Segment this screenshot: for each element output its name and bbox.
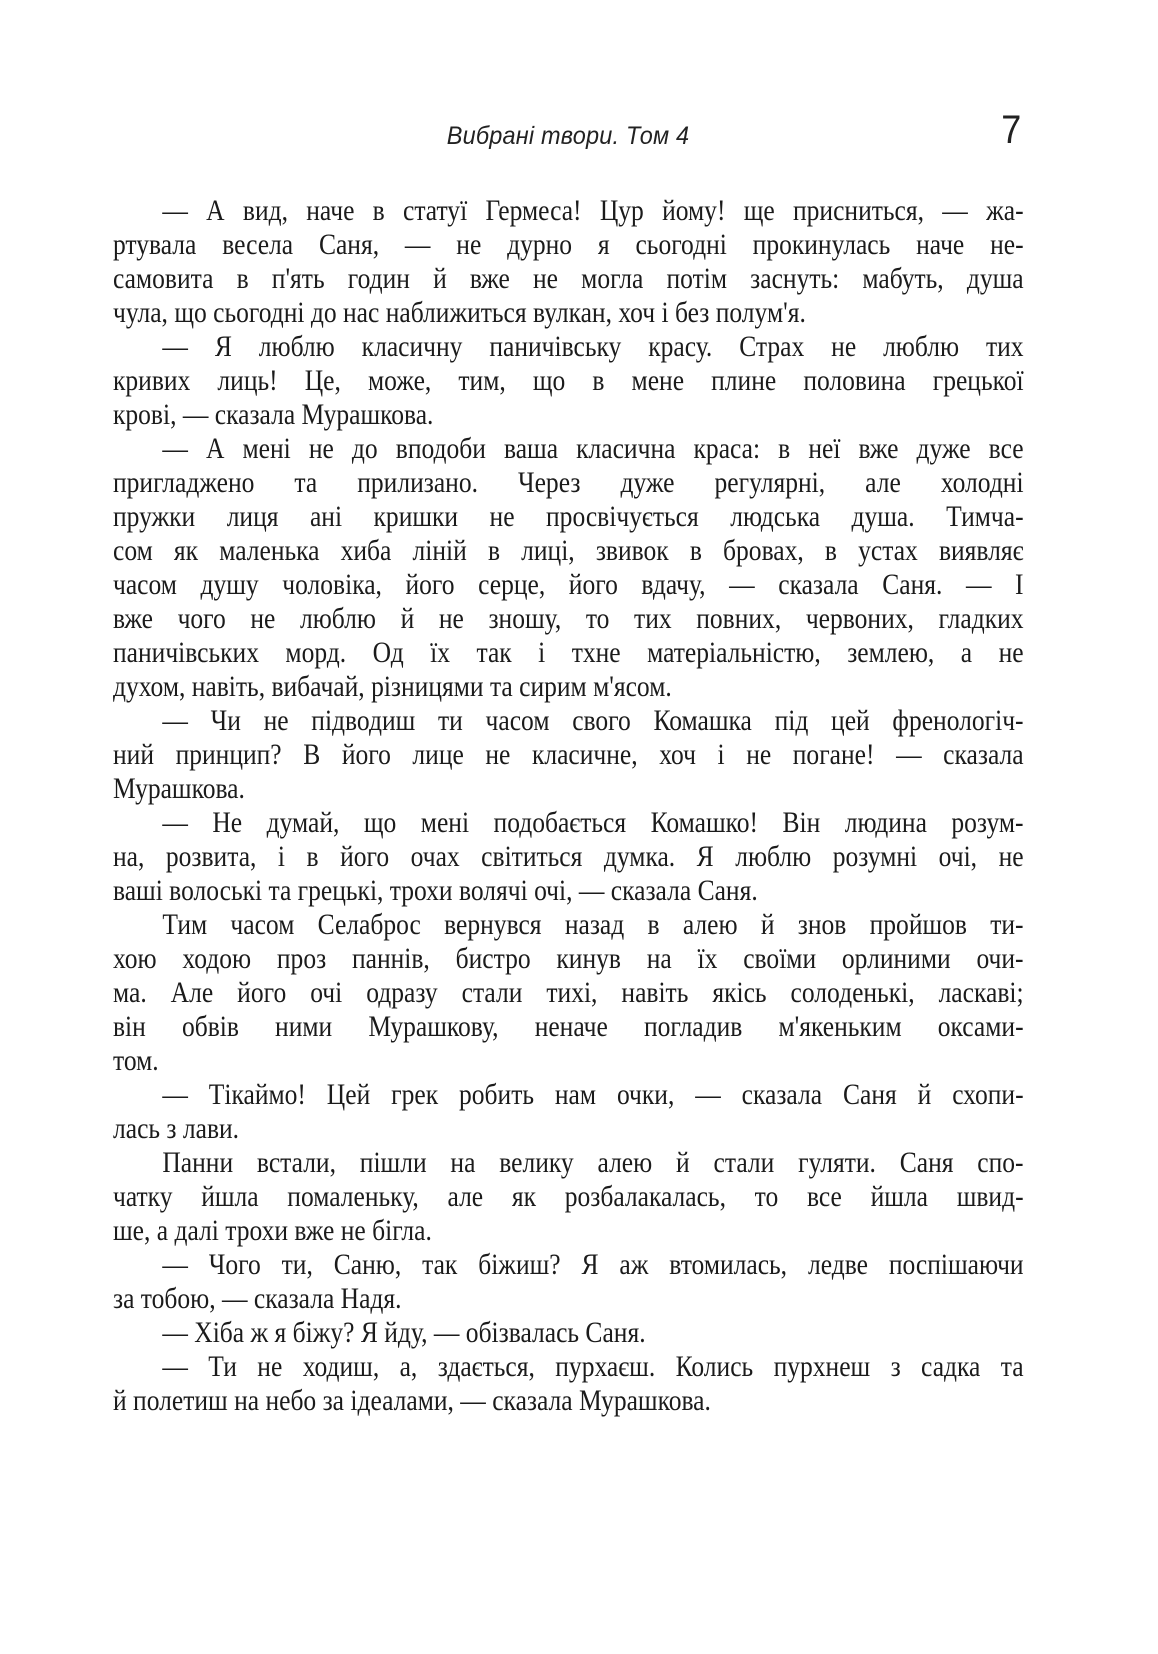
- text-line: кривих лиць! Це, може, тим, що в мене плине половина грецької: [113, 364, 1024, 397]
- text-line: — Чого ти, Саню, так біжиш? Я аж втомилась, ледве поспішаючи: [162, 1248, 1024, 1281]
- text-line: — Не думай, що мені подобається Комашко! Він людина розум-: [162, 806, 1024, 839]
- text-line: том.: [113, 1044, 159, 1077]
- text-line: ний принцип? В його лице не класичне, хоч і не погане! — сказала: [113, 738, 1024, 771]
- text-line: сом як маленька хиба ліній в лиці, звивок в бровах, в устах виявляє: [113, 534, 1024, 567]
- paragraph: [113, 1248, 1024, 1316]
- paragraph: [113, 908, 1024, 1078]
- paragraph: [113, 194, 1024, 330]
- text-line: духом, навіть, вибачай, різницями та сирим м'ясом.: [113, 670, 672, 703]
- text-line: пружки лиця ані кришки не просвічується людська душа. Тимча-: [113, 500, 1024, 533]
- text-line: паничівських морд. Од їх так і тхне матеріальністю, землею, а не: [113, 636, 1024, 669]
- paragraph: [113, 806, 1024, 908]
- paragraph: [113, 1350, 1024, 1418]
- paragraph: [113, 1316, 1024, 1350]
- text-line: чатку йшла помаленьку, але як розбалакалась, то все йшла швид-: [113, 1180, 1024, 1213]
- text-line: ше, а далі трохи вже не бігла.: [113, 1214, 432, 1247]
- paragraph: [113, 1078, 1024, 1146]
- text-line: ма. Але його очі одразу стали тихі, навіть якісь солоденькі, ласкаві;: [113, 976, 1024, 1009]
- text-line: Мурашкова.: [113, 772, 245, 805]
- text-block: [113, 194, 1024, 1418]
- paragraph: [113, 1146, 1024, 1248]
- paragraph: [113, 330, 1024, 432]
- text-line: — А мені не до вподоби ваша класична краса: в неї вже дуже все: [162, 432, 1024, 465]
- text-line: — Тікаймо! Цей грек робить нам очки, — сказала Саня й схопи-: [162, 1078, 1024, 1111]
- text-line: пригладжено та прилизано. Через дуже регулярні, але холодні: [113, 466, 1024, 499]
- paragraph: [113, 432, 1024, 704]
- text-line: — Я люблю класичну паничівську красу. Страх не люблю тих: [162, 330, 1024, 363]
- text-line: — Хіба ж я біжу? Я йду, — обізвалась Саня.: [162, 1316, 646, 1349]
- page-header: [113, 108, 1023, 160]
- text-line: — Ти не ходиш, а, здається, пурхаєш. Колись пурхнеш з садка та: [162, 1350, 1024, 1383]
- running-title: Вибрані твори. Том 4: [446, 122, 690, 150]
- text-line: й полетиш на небо за ідеалами, — сказала Мурашкова.: [113, 1384, 711, 1417]
- text-line: — Чи не підводиш ти часом свого Комашка під цей френологіч-: [162, 704, 1024, 737]
- text-line: чула, що сьогодні до нас наближиться вулкан, хоч і без полум'я.: [113, 296, 806, 329]
- text-line: він обвів ними Мурашкову, неначе погладив м'якеньким оксами-: [113, 1010, 1024, 1043]
- text-line: вже чого не люблю й не зношу, то тих повних, червоних, гладких: [113, 602, 1024, 635]
- text-line: — А вид, наче в статуї Гермеса! Цур йому! ще присниться, — жа-: [162, 194, 1024, 227]
- text-line: Тим часом Селаброс вернувся назад в алею й знов пройшов ти-: [162, 908, 1024, 941]
- text-line: лась з лави.: [113, 1112, 240, 1145]
- page-number: 7: [1000, 108, 1021, 152]
- text-line: ваші волоські та грецькі, трохи волячі очі, — сказала Саня.: [113, 874, 758, 907]
- text-line: крові, — сказала Мурашкова.: [113, 398, 434, 431]
- text-line: Панни встали, пішли на велику алею й стали гуляти. Саня спо-: [162, 1146, 1024, 1179]
- text-line: ртувала весела Саня, — не дурно я сьогодні прокинулась наче не-: [113, 228, 1024, 261]
- text-line: хою ходою проз паннів, бистро кинув на їх своїми орлиними очи-: [113, 942, 1024, 975]
- text-line: самовита в п'ять годин й вже не могла потім заснуть: мабуть, душа: [113, 262, 1024, 295]
- paragraph: [113, 704, 1024, 806]
- text-line: за тобою, — сказала Надя.: [113, 1282, 402, 1315]
- text-line: часом душу чоловіка, його серце, його вдачу, — сказала Саня. — І: [113, 568, 1024, 601]
- text-line: на, розвита, і в його очах світиться думка. Я люблю розумні очі, не: [113, 840, 1024, 873]
